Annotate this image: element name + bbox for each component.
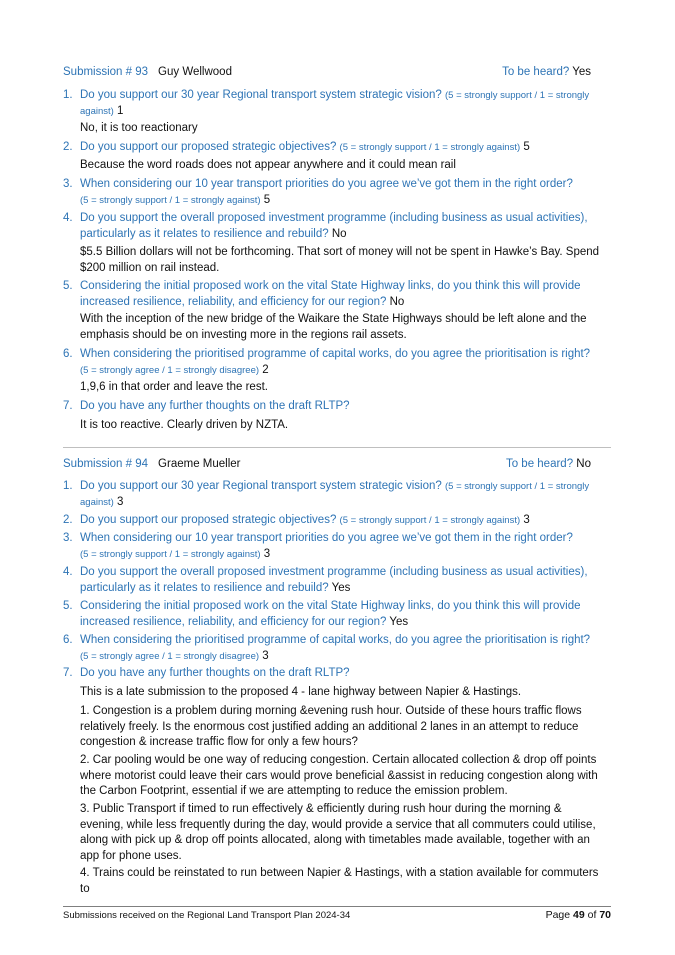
submitter-name: Graeme Mueller bbox=[158, 458, 241, 470]
question-4: 4. Do you support the overall proposed investment programme (including business as usual activities), particularly as it relates to resilience and rebuild? No bbox=[63, 212, 588, 240]
page-number: Page 49 of 70 bbox=[545, 909, 611, 921]
to-be-heard: To be heard? Yes bbox=[502, 66, 591, 78]
answer-7-point-1: 1. Congestion is a problem during morning &evening rush hour. Outside of these hours traffic flows relatively freely. Is the enormous cost justified adding an additional 2 lanes in an attempt to reduce congestion & increase traffic flow for only a few hours? bbox=[80, 705, 582, 748]
question-7: 7. Do you have any further thoughts on the draft RLTP? bbox=[63, 400, 350, 412]
answer-7-point-2: 2. Car pooling would be one way of reducing congestion. Certain allocated collection & drop off points where motorist could leave their cars would prove beneficial &assist in reducing congestion along with the Carbon Footprint, essential if we are attempting to reduce the emission problem. bbox=[80, 754, 598, 797]
question-5: 5. Considering the initial proposed work on the vital State Highway links, do you think this will provide increased resilience, reliability, and efficiency for our region? Yes bbox=[63, 600, 581, 628]
footer-title: Submissions received on the Regional Land Transport Plan 2024-34 bbox=[63, 910, 351, 921]
footer-rule bbox=[63, 906, 611, 907]
question-2: 2. Do you support our proposed strategic objectives? (5 = strongly support / 1 = strongly against) 3 bbox=[63, 514, 530, 526]
answer-7-point-3: 3. Public Transport if timed to run effectively & efficiently during rush hour during the morning & evening, while less frequently during the day, would provide a service that all commuters could utilise, along with pick up & drop off points allocated, along with timetables made available, together with an app for phone uses. bbox=[80, 803, 596, 862]
answer-5: With the inception of the new bridge of the Waikare the State Highways should be left alone and the emphasis should be on investing more in the regions rail assets. bbox=[80, 313, 587, 341]
question-7: 7. Do you have any further thoughts on the draft RLTP? bbox=[63, 667, 350, 679]
question-3: 3. When considering our 10 year transport priorities do you agree we’ve got them in the right order? (5 = strongly support / 1 = strongly against) 5 bbox=[63, 178, 573, 206]
submitter-name: Guy Wellwood bbox=[158, 66, 232, 78]
submission-93-header bbox=[63, 64, 591, 80]
question-5: 5. Considering the initial proposed work on the vital State Highway links, do you think this will provide increased resilience, reliability, and efficiency for our region? No bbox=[63, 280, 581, 308]
answer-7: It is too reactive. Clearly driven by NZTA. bbox=[80, 419, 289, 431]
question-6: 6. When considering the prioritised programme of capital works, do you agree the prioritisation is right? (5 = strongly agree / 1 = strongly disagree) 2 bbox=[63, 348, 591, 376]
submission-94-header bbox=[63, 456, 591, 472]
submission-label: Submission # 93 bbox=[63, 66, 149, 78]
question-3: 3. When considering our 10 year transport priorities do you agree we’ve got them in the right order? (5 = strongly support / 1 = strongly against) 3 bbox=[63, 532, 573, 560]
answer-2: Because the word roads does not appear anywhere and it could mean rail bbox=[80, 159, 456, 171]
question-1: 1. Do you support our 30 year Regional transport system strategic vision? (5 = strongly support / 1 = strongly against) 3 bbox=[63, 480, 590, 508]
question-1: 1. Do you support our 30 year Regional transport system strategic vision? (5 = strongly support / 1 = strongly against) 1 bbox=[63, 89, 590, 117]
submission-divider bbox=[63, 447, 611, 448]
answer-1: No, it is too reactionary bbox=[80, 122, 198, 134]
answer-6: 1,9,6 in that order and leave the rest. bbox=[80, 381, 268, 393]
question-2: 2. Do you support our proposed strategic objectives? (5 = strongly support / 1 = strongly against) 5 bbox=[63, 141, 530, 153]
submission-label: Submission # 94 bbox=[63, 458, 149, 470]
question-4: 4. Do you support the overall proposed investment programme (including business as usual activities), particularly as it relates to resilience and rebuild? Yes bbox=[63, 566, 588, 594]
answer-7-point-4: 4. Trains could be reinstated to run between Napier & Hastings, with a station available for commuters to bbox=[80, 867, 599, 895]
answer-4: $5.5 Billion dollars will not be forthcoming. That sort of money will not be spent in Hawke’s Bay. Spend $200 million on rail instead. bbox=[80, 246, 600, 274]
to-be-heard: To be heard? No bbox=[505, 458, 591, 470]
answer-7-intro: This is a late submission to the proposed 4 - lane highway between Napier & Hastings. bbox=[80, 686, 522, 698]
question-6: 6. When considering the prioritised programme of capital works, do you agree the prioritisation is right? (5 = strongly agree / 1 = strongly disagree) 3 bbox=[63, 634, 591, 662]
